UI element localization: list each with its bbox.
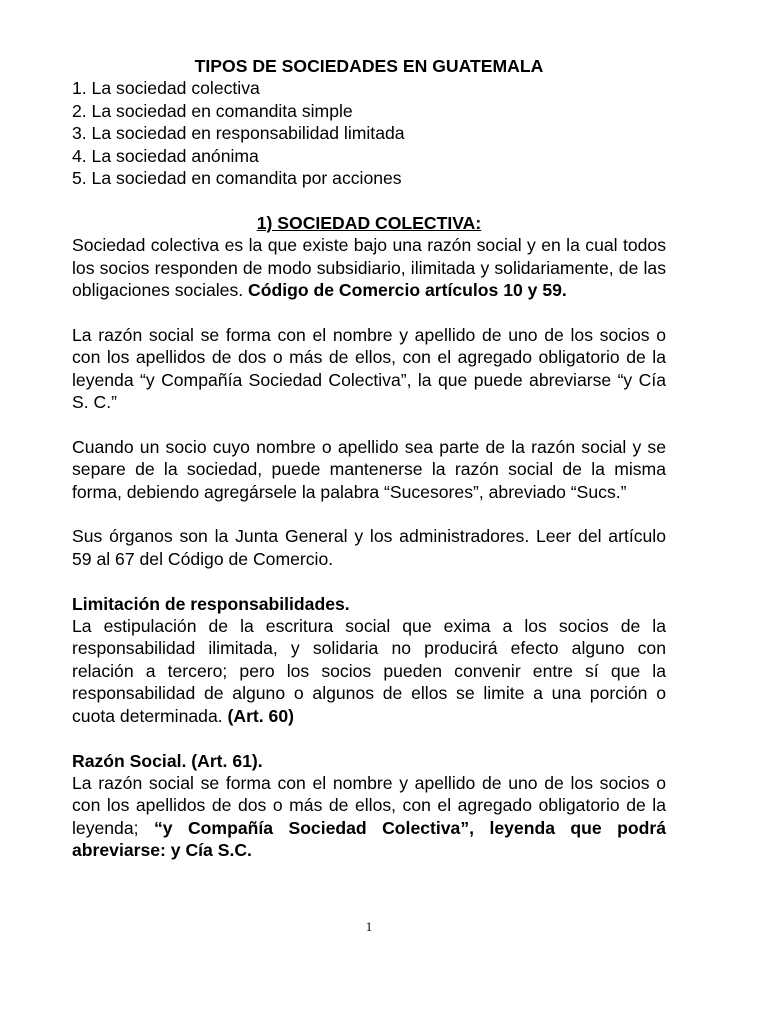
paragraph-razon-social: La razón social se forma con el nombre y apellido de uno de los socios o con los apellidos de dos o más de ellos, con el agregado obligatorio de la leyenda “y Compañía Sociedad Colectiva”, la que puede abreviarse “y Cía S. C.” (72, 324, 666, 413)
list-item: 2. La sociedad en comandita simple (72, 100, 353, 121)
paragraph-organos: Sus órganos son la Junta General y los administradores. Leer del artículo 59 al 67 del Código de Comercio. (72, 526, 666, 569)
document-page (72, 55, 666, 862)
paragraph-sucesores: Cuando un socio cuyo nombre o apellido sea parte de la razón social y se separe de la sociedad, puede mantenerse la razón social de la misma forma, debiendo agregársele la palabra “Sucesores”, abreviado “Sucs.” (72, 436, 666, 502)
paragraph-limitacion (72, 615, 666, 727)
subheading-razon-social: Razón Social. (Art. 61). (72, 750, 263, 771)
legal-reference: Código de Comercio artículos 10 y 59. (248, 280, 567, 301)
society-types-list (72, 77, 666, 189)
article-reference: (Art. 60) (227, 705, 294, 726)
list-item: 4. La sociedad anónima (72, 145, 259, 166)
list-item: 1. La sociedad colectiva (72, 78, 260, 99)
subheading-limitacion: Limitación de responsabilidades. (72, 593, 350, 614)
paragraph-definition (72, 234, 666, 301)
document-title: TIPOS DE SOCIEDADES EN GUATEMALA (194, 56, 544, 76)
razon-social-text: La razón social se forma con el nombre y apellido de uno de los socios o con los apellidos de dos o más de ellos, con el agregado obligatorio de la leyenda; (72, 772, 666, 838)
list-item: 3. La sociedad en responsabilidad limitada (72, 123, 405, 144)
limitacion-text: La estipulación de la escritura social que exima a los socios de la responsabilidad ilimitada, y solidaria no producirá efecto alguno con relación a tercero; pero los socios pueden convenir entre sí que la responsabilidad de alguno o algunos de ellos se limite a una porción o cuota determinada. (72, 616, 666, 726)
page-number: 1 (365, 919, 373, 934)
paragraph-razon-social-art61 (72, 772, 666, 862)
razon-social-bold-text: “y Compañía Sociedad Colectiva”, leyenda que podrá abreviarse: y Cía S.C. (72, 817, 666, 861)
definition-text: Sociedad colectiva es la que existe bajo una razón social y en la cual todos los socios responden de modo subsidiario, ilimitada y solidariamente, de las obligaciones sociales. (72, 235, 666, 301)
list-item: 5. La sociedad en comandita por acciones (72, 168, 402, 189)
section-heading-sociedad-colectiva: 1) SOCIEDAD COLECTIVA: (256, 212, 482, 233)
